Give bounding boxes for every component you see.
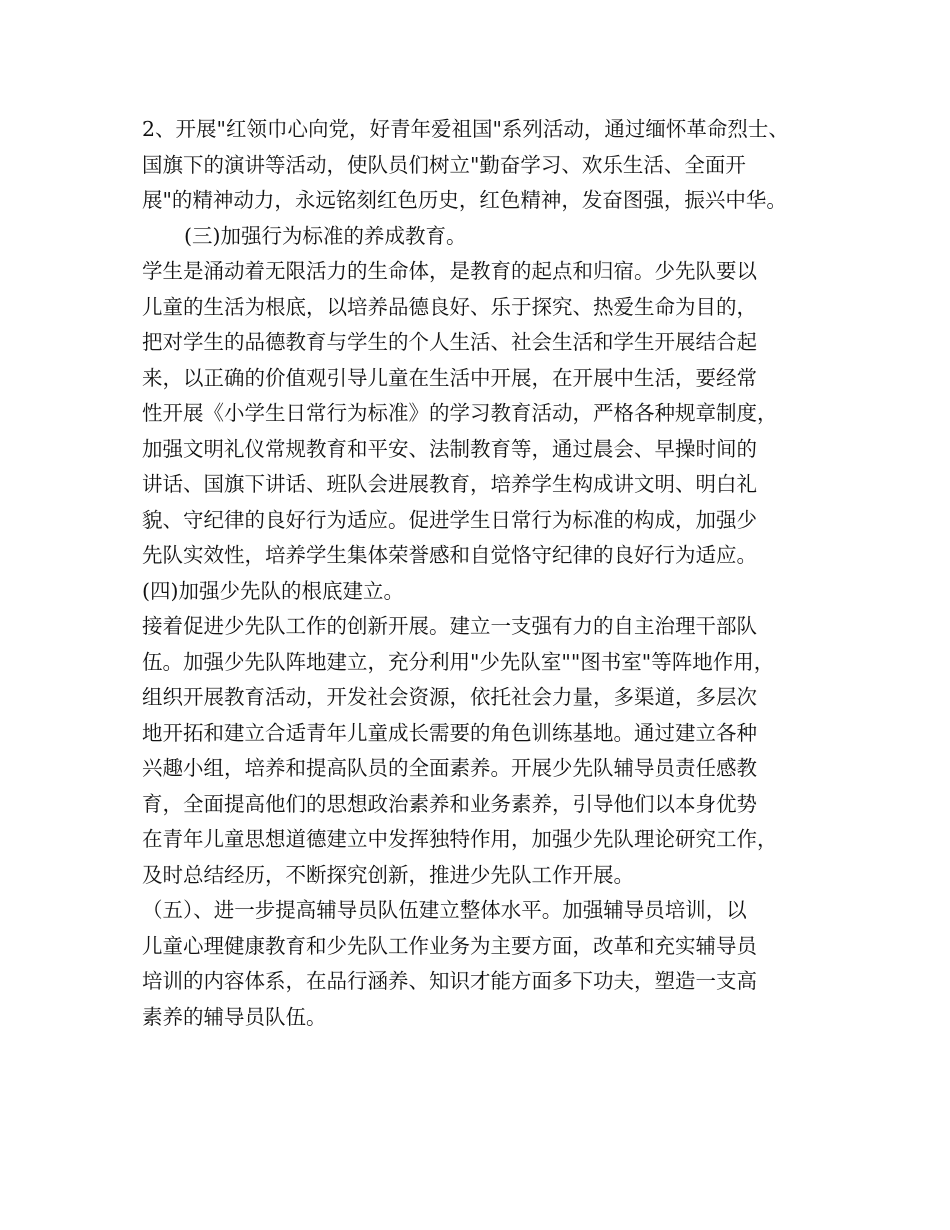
text-line: 儿童心理健康教育和少先队工作业务为主要方面，改革和充实辅导员	[142, 933, 757, 958]
text-line: 培训的内容体系，在品行涵养、知识才能方面多下功夫，塑造一支高	[142, 969, 757, 993]
document-body	[142, 112, 832, 1035]
text-line: 来，以正确的价值观引导儿童在生活中开展，在开展中生活，要经常	[142, 365, 757, 390]
text-line: 讲话、国旗下讲话、班队会进展教育，培养学生构成讲文明、明白礼	[142, 472, 757, 496]
text-line: 展"的精神动力，永远铭刻红色历史，红色精神，发奋图强，振兴中华。	[142, 188, 787, 212]
section-heading: (四)加强少先队的根底建立。	[142, 578, 404, 603]
text-line: 及时总结经历，不断探究创新，推进少先队工作开展。	[142, 862, 634, 887]
text-line: 组织开展教育活动，开发社会资源，依托社会力量，多渠道，多层次	[142, 685, 757, 709]
text-line: 性开展《小学生日常行为标准》的学习教育活动，严格各种规章制度，	[142, 401, 778, 425]
text-line: 地开拓和建立合适青年儿童成长需要的角色训练基地。通过建立各种	[142, 720, 757, 745]
text-line: 加强文明礼仪常规教育和平安、法制教育等，通过晨会、早操时间的	[142, 436, 757, 461]
text-line: 国旗下的演讲等活动，使队员们树立"勤奋学习、欢乐生活、全面开	[142, 152, 746, 177]
text-line: 素养的辅导员队伍。	[142, 1004, 327, 1029]
text-line: 把对学生的品德教育与学生的个人生活、社会生活和学生开展结合起	[142, 330, 757, 354]
section-heading: （五）、进一步提高辅导员队伍建立整体水平。加强辅导员培训，以	[142, 898, 747, 922]
text-line: 学生是涌动着无限活力的生命体，是教育的起点和归宿。少先队要以	[142, 259, 757, 283]
text-line: 儿童的生活为根底，以培养品德良好、乐于探究、热爱生命为目的，	[142, 294, 757, 319]
section-heading: (三)加强行为标准的养成教育。	[184, 223, 467, 248]
text-line: 貌、守纪律的良好行为适应。促进学生日常行为标准的构成，加强少	[142, 507, 757, 532]
text-line: 兴趣小组，培养和提高队员的全面素养。开展少先队辅导员责任感教	[142, 756, 757, 780]
text-line: 先队实效性，培养学生集体荣誉感和自觉恪守纪律的良好行为适应。	[142, 543, 757, 567]
text-line: 伍。加强少先队阵地建立，充分利用"少先队室""图书室"等阵地作用，	[142, 649, 775, 674]
text-line: 在青年儿童思想道德建立中发挥独特作用，加强少先队理论研究工作，	[142, 827, 778, 851]
text-line: 接着促进少先队工作的创新开展。建立一支强有力的自主治理干部队	[142, 614, 757, 638]
text-line: 2、开展"红领巾心向党，好青年爱祖国"系列活动，通过缅怀革命烈士、	[142, 117, 789, 141]
text-line: 育，全面提高他们的思想政治素养和业务素养，引导他们以本身优势	[142, 791, 757, 816]
